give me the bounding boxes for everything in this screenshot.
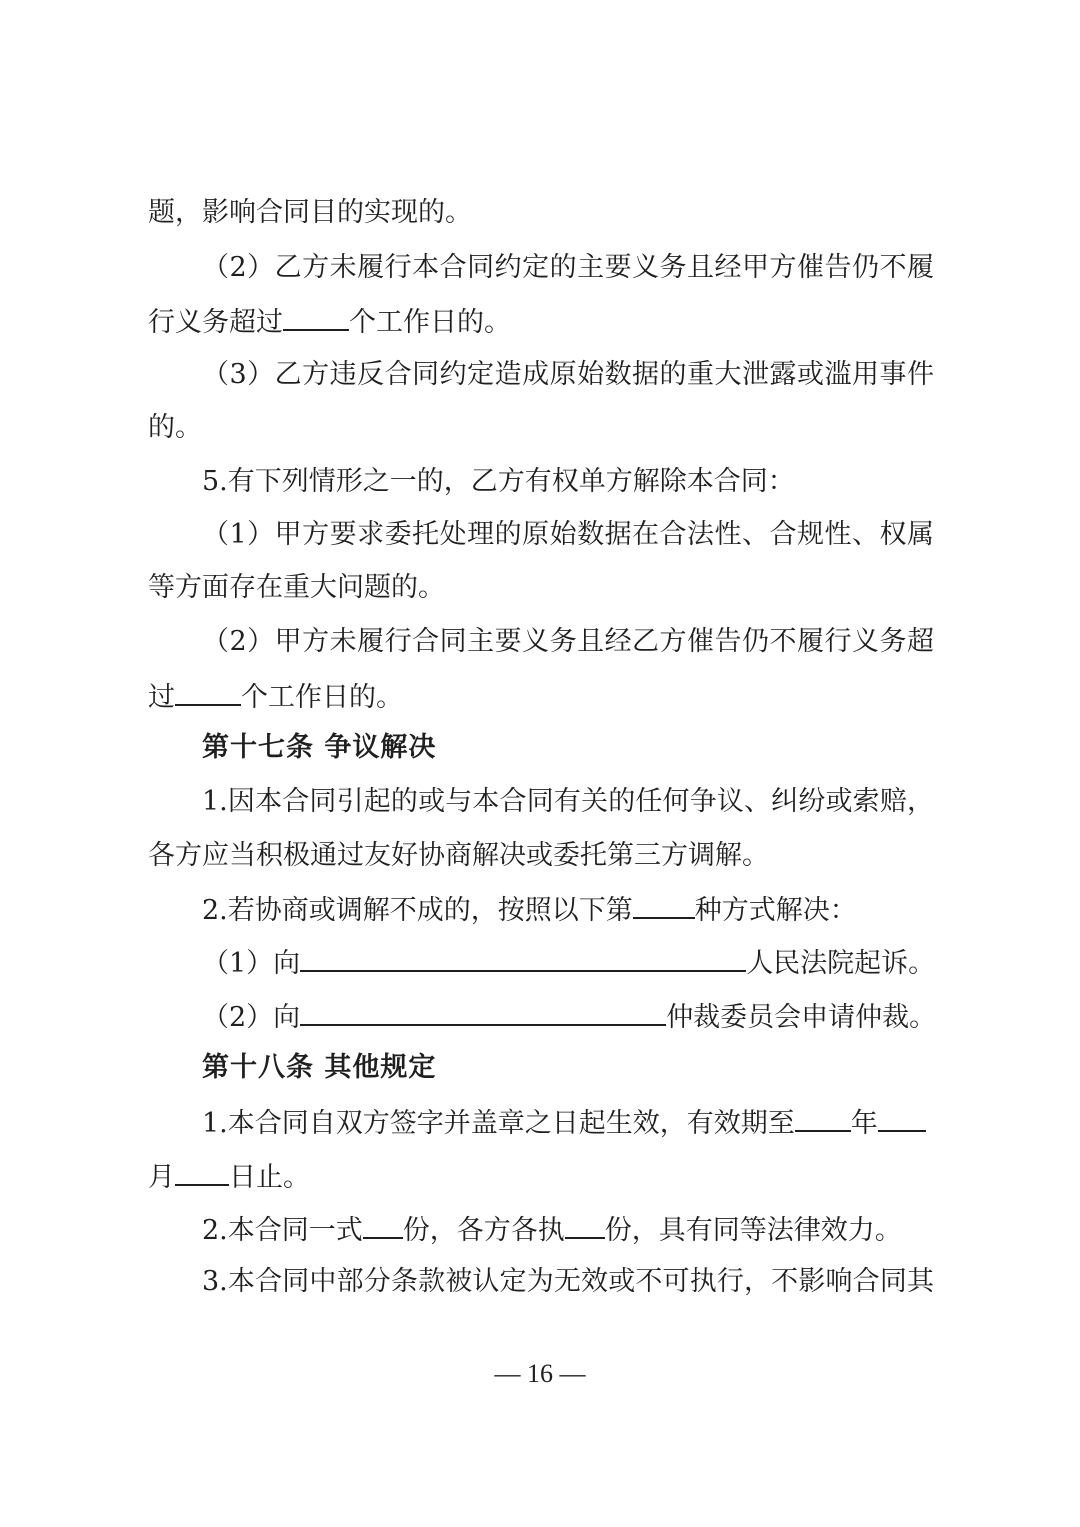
text-segment: 种方式解决：	[694, 895, 857, 926]
article-18-heading: 第十八条 其他规定	[202, 1052, 437, 1083]
text-segment: 份，具有同等法律效力。	[604, 1215, 902, 1246]
text-line: 的。	[148, 412, 202, 443]
text-segment: 月	[148, 1162, 175, 1193]
text-line: 3.本合同中部分条款被认定为无效或不可执行，不影响合同其	[202, 1266, 934, 1297]
text-line: 1.因本合同引起的或与本合同有关的任何争议、纠纷或索赔，	[202, 786, 934, 817]
fill-in-blank	[878, 1102, 926, 1132]
fill-in-blank	[283, 301, 349, 331]
text-segment: （1）向	[202, 948, 301, 979]
fill-in-blank	[175, 676, 241, 706]
fill-in-blank	[795, 1102, 851, 1132]
page-number: — 16 —	[494, 1359, 586, 1388]
text-line: 等方面存在重大问题的。	[148, 572, 445, 603]
text-line	[202, 1102, 926, 1142]
text-segment: 1.本合同自双方签字并盖章之日起生效，有效期至	[202, 1108, 795, 1139]
text-segment: 人民法院起诉。	[746, 948, 936, 979]
text-line	[202, 889, 857, 929]
text-segment: 日止。	[229, 1162, 310, 1193]
fill-in-blank	[175, 1156, 229, 1186]
text-segment: 个工作日的。	[241, 682, 403, 713]
fill-in-blank	[363, 1209, 403, 1239]
fill-in-blank	[300, 942, 746, 972]
fill-in-blank	[633, 889, 695, 919]
fill-in-blank	[565, 1209, 605, 1239]
text-line: （2）乙方未履行本合同约定的主要义务且经甲方催告仍不履	[202, 252, 934, 283]
text-line: 5.有下列情形之一的，乙方有权单方解除本合同：	[202, 466, 795, 497]
text-segment: 年	[850, 1108, 878, 1139]
text-line	[202, 996, 936, 1036]
text-line: （2）甲方未履行合同主要义务且经乙方催告仍不履行义务超	[202, 626, 934, 657]
text-line: 题，影响合同目的实现的。	[148, 197, 472, 228]
text-segment: 过	[148, 682, 175, 713]
text-line	[148, 1156, 310, 1196]
text-segment: 个工作日的。	[349, 307, 511, 338]
text-line: （3）乙方违反合同约定造成原始数据的重大泄露或滥用事件	[202, 359, 934, 390]
fill-in-blank	[300, 996, 666, 1026]
text-segment: 仲裁委员会申请仲裁。	[666, 1002, 937, 1033]
text-segment: 2.本合同一式	[202, 1215, 363, 1246]
text-line	[202, 942, 935, 982]
text-line: （1）甲方要求委托处理的原始数据在合法性、合规性、权属	[202, 519, 934, 550]
text-segment: （2）向	[202, 1002, 301, 1033]
text-line	[148, 676, 403, 716]
text-line: 各方应当积极通过友好协商解决或委托第三方调解。	[148, 840, 769, 871]
article-17-heading: 第十七条 争议解决	[202, 732, 437, 763]
text-line	[148, 301, 511, 341]
text-line	[202, 1209, 902, 1249]
text-segment: 份，各方各执	[402, 1215, 565, 1246]
text-segment: 行义务超过	[148, 307, 283, 338]
text-segment: 2.若协商或调解不成的，按照以下第	[202, 895, 633, 926]
